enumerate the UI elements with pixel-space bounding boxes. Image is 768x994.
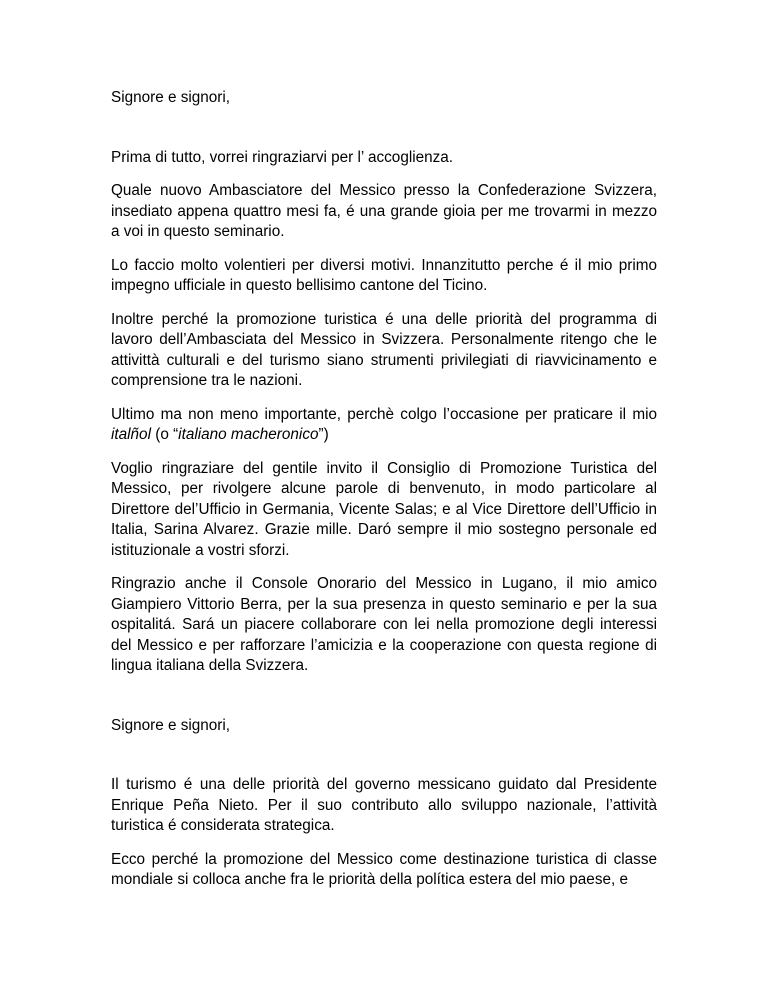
paragraph-thanks-consul: Ringrazio anche il Console Onorario del Messico in Lugano, il mio amico Giampiero Vittorio Berra, per la sua presenza in questo seminario e per la sua ospitalitá. Sará un piacere collaborare con lei nella promozione degli interessi del Messico e per rafforzare l’amicizia e la cooperazione con questa regione di lingua italiana della Svizzera. bbox=[111, 575, 657, 674]
salutation-second: Signore e signori, bbox=[111, 716, 231, 734]
salutation-opening: Signore e signori, bbox=[111, 89, 231, 106]
italnol-text-end: ”) bbox=[318, 426, 329, 443]
paragraph-thanks: Prima di tutto, vorrei ringraziarvi per l’ accoglienza. bbox=[111, 148, 454, 166]
paragraph-tourism-government: Il turismo é una delle priorità del governo messicano guidato dal Presidente Enrique Peña Nieto. Per il suo contributo allo sviluppo nazionale, l’attività turistica é considerata strategica. bbox=[111, 776, 657, 834]
italiano-macheronico-term: italiano macheronico bbox=[178, 426, 319, 443]
paragraph-ambassador-intro: Quale nuovo Ambasciatore del Messico presso la Confederazione Svizzera, insediato appena quattro mesi fa, é una grande gioia per me trovarmi in mezzo a voi in questo seminario. bbox=[111, 182, 657, 240]
italnol-text-mid: (o “ bbox=[150, 426, 179, 443]
paragraph-italnol bbox=[111, 405, 657, 446]
document-body bbox=[111, 88, 657, 904]
italnol-text-start: Ultimo ma non meno importante, perchè colgo l’occasione per praticare il mio bbox=[111, 405, 657, 423]
paragraph-reasons: Lo faccio molto volentieri per diversi motivi. Innanzitutto perche é il mio primo impegno ufficiale in questo bellisimo cantone del Ticino. bbox=[111, 256, 657, 294]
paragraph-thanks-council: Voglio ringraziare del gentile invito il Consiglio di Promozione Turistica del Messico, per rivolgere alcune parole di benvenuto, in modo particolare al Direttore del’Ufficio in Germania, Vicente Salas; e al Vice Direttore dell’Ufficio in Italia, Sarina Alvarez. Grazie mille. Daró sempre il mio sostegno personale ed istituzionale a vostri sforzi. bbox=[111, 459, 657, 559]
paragraph-promotion: Ecco perché la promozione del Messico come destinazione turistica di classe mondiale si colloca anche fra le priorità della política estera del mio paese, e bbox=[111, 850, 657, 888]
paragraph-tourism-priority: Inoltre perché la promozione turistica é una delle priorità del programma di lavoro dell’Ambasciata del Messico in Svizzera. Personalmente ritengo che le attivittà culturali e del turismo siano strumenti privilegiati di riavvicinamento e comprensione tra le nazioni. bbox=[111, 310, 657, 389]
italnol-term: italñol bbox=[111, 426, 151, 443]
